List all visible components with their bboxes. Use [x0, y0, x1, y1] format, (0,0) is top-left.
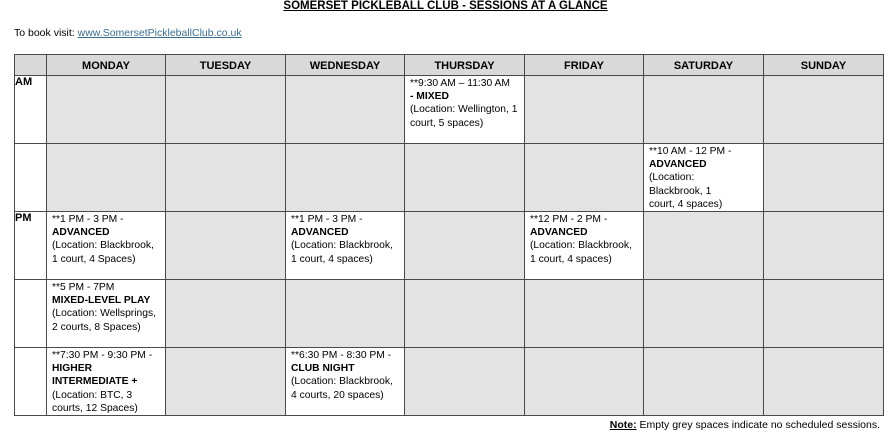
session-time: **12 PM - 2 PM -: [530, 214, 608, 226]
session-monday-pm-1[interactable]: [47, 212, 166, 280]
session-location: (Location: Blackbrook, 1 court, 4 spaces): [530, 240, 632, 265]
period-blank: [15, 144, 47, 212]
session-location: (Location: Blackbrook, 1 court, 4 spaces): [291, 240, 393, 265]
schedule-table: [14, 54, 884, 416]
page-title: SOMERSET PICKLEBALL CLUB - SESSIONS AT A GLANCE: [283, 0, 608, 12]
empty-cell: [525, 280, 644, 348]
day-header-thursday: THURSDAY: [405, 55, 525, 76]
pm-row-3: [15, 348, 884, 416]
period-pm-label: PM: [15, 212, 47, 280]
day-header-friday: FRIDAY: [525, 55, 644, 76]
session-saturday-am[interactable]: [644, 144, 764, 212]
session-label: CLUB NIGHT: [291, 363, 355, 375]
empty-cell: [166, 212, 286, 280]
session-time: **1 PM - 3 PM -: [291, 214, 363, 226]
session-location: (Location: BTC, 3 courts, 12 Spaces): [52, 389, 138, 414]
session-thursday-am[interactable]: [405, 76, 525, 144]
am-row-2: [15, 144, 884, 212]
session-label: ADVANCED: [291, 227, 349, 239]
note-key: Note:: [609, 419, 637, 431]
session-monday-pm-2[interactable]: [47, 280, 166, 348]
day-header-wednesday: WEDNESDAY: [286, 55, 405, 76]
am-row-1: [15, 76, 884, 144]
session-monday-pm-3[interactable]: [47, 348, 166, 416]
pm-row-2: [15, 280, 884, 348]
empty-cell: [405, 144, 525, 212]
session-location: (Location: Blackbrook, 1 court, 4 spaces): [649, 172, 723, 210]
booking-line: [14, 27, 242, 40]
session-time: **9:30 AM – 11:30 AM: [410, 78, 510, 89]
session-label: - MIXED: [410, 91, 449, 103]
session-label: ADVANCED: [530, 227, 588, 239]
session-location: (Location: Blackbrook, 1 court, 4 Spaces): [52, 240, 154, 265]
booking-prefix: To book visit:: [14, 27, 75, 39]
session-time: **7:30 PM - 9:30 PM -: [52, 350, 153, 362]
empty-cell: [764, 76, 884, 144]
empty-cell: [644, 280, 764, 348]
empty-cell: [644, 76, 764, 144]
empty-cell: [286, 76, 405, 144]
session-wednesday-pm-1[interactable]: [286, 212, 405, 280]
empty-cell: [286, 144, 405, 212]
header-row: [15, 55, 884, 76]
day-header-sunday: SUNDAY: [764, 55, 884, 76]
session-label: ADVANCED: [52, 227, 110, 239]
empty-cell: [47, 144, 166, 212]
empty-cell: [166, 280, 286, 348]
session-time: **10 AM - 12 PM -: [649, 146, 732, 157]
empty-cell: [166, 348, 286, 416]
pm-row-1: [15, 212, 884, 280]
session-time: **1 PM - 3 PM -: [52, 214, 124, 226]
footer-note: [610, 419, 880, 432]
corner-cell: [15, 55, 47, 76]
session-location: (Location: Blackbrook, 4 courts, 20 spaces): [291, 376, 393, 401]
session-label: ADVANCED: [649, 159, 707, 171]
empty-cell: [644, 212, 764, 280]
note-text: Empty grey spaces indicate no scheduled sessions.: [639, 419, 880, 431]
empty-cell: [764, 280, 884, 348]
empty-cell: [47, 76, 166, 144]
empty-cell: [644, 348, 764, 416]
empty-cell: [525, 348, 644, 416]
empty-cell: [405, 280, 525, 348]
session-time: **5 PM - 7PM: [52, 282, 115, 294]
empty-cell: [764, 348, 884, 416]
session-wednesday-pm-3[interactable]: [286, 348, 405, 416]
session-label: MIXED-LEVEL PLAY: [52, 295, 151, 307]
day-header-monday: MONDAY: [47, 55, 166, 76]
day-header-saturday: SATURDAY: [644, 55, 764, 76]
empty-cell: [405, 212, 525, 280]
period-blank: [15, 280, 47, 348]
empty-cell: [286, 280, 405, 348]
session-time: **6:30 PM - 8:30 PM -: [291, 350, 392, 362]
empty-cell: [166, 144, 286, 212]
empty-cell: [166, 76, 286, 144]
period-blank: [15, 348, 47, 416]
session-friday-pm-1[interactable]: [525, 212, 644, 280]
session-location: (Location: Wellsprings, 2 courts, 8 Spaces): [52, 308, 156, 333]
empty-cell: [405, 348, 525, 416]
session-location: (Location: Wellington, 1 court, 5 spaces): [410, 104, 518, 129]
day-header-tuesday: TUESDAY: [166, 55, 286, 76]
empty-cell: [525, 76, 644, 144]
session-label: HIGHER INTERMEDIATE +: [52, 363, 138, 388]
empty-cell: [525, 144, 644, 212]
empty-cell: [764, 144, 884, 212]
period-am-label: AM: [15, 76, 47, 144]
booking-link[interactable]: www.SomersetPickleballClub.co.uk: [77, 27, 242, 39]
empty-cell: [764, 212, 884, 280]
